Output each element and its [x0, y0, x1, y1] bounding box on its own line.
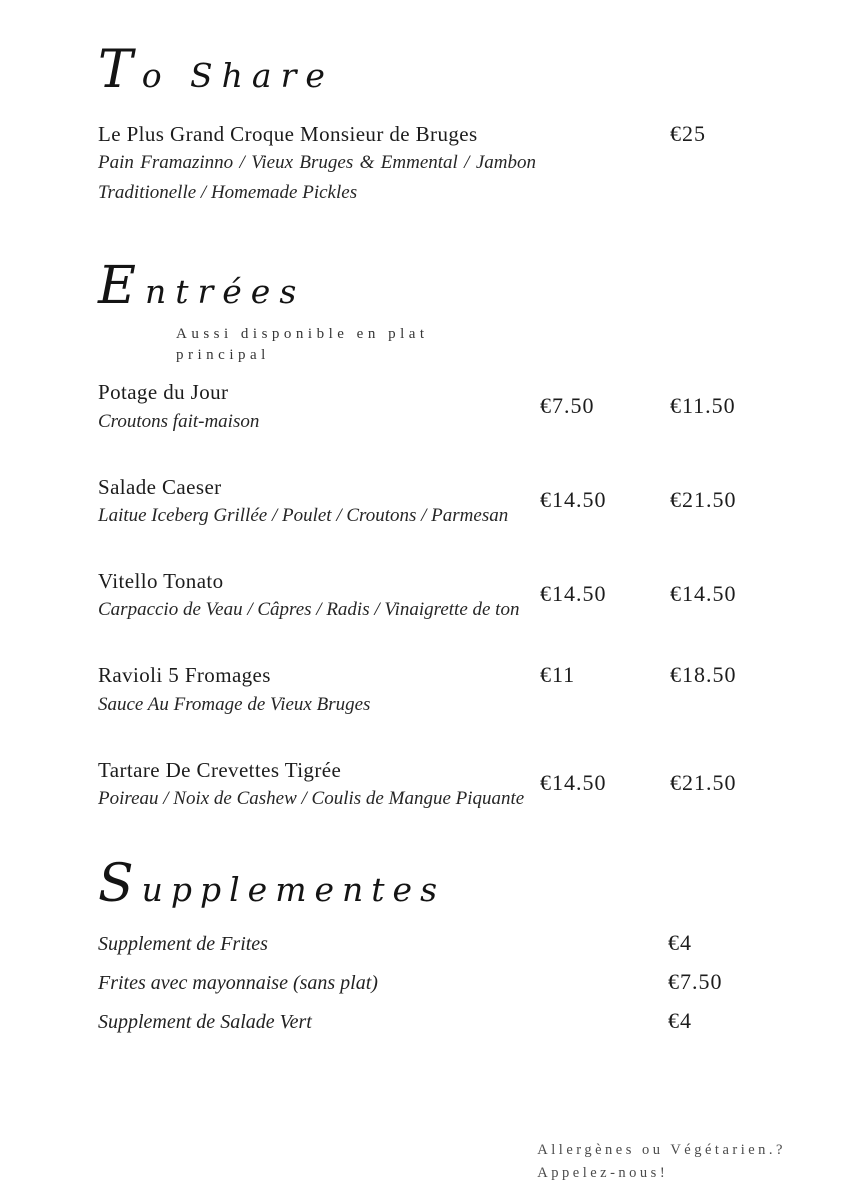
supplement-row-salade: [98, 1007, 848, 1037]
supplement-name: Frites avec mayonnaise (sans plat): [98, 972, 378, 995]
item-text: [98, 567, 540, 625]
allergen-footnote: [537, 1139, 786, 1184]
item-text: [98, 378, 540, 436]
item-name: Le Plus Grand Croque Monsieur de Bruges: [98, 122, 478, 146]
item-description: Carpaccio de Veau / Câpres / Radis / Vinaigrette de ton: [98, 599, 520, 621]
allergen-footnote-line1: Allergènes ou Végétarien.?: [537, 1142, 786, 1159]
supplement-name: Supplement de Frites: [98, 933, 268, 956]
menu-item-vitello: [98, 567, 848, 625]
item-price-entree: €14.50: [540, 581, 607, 607]
item-price: €25: [670, 121, 706, 146]
item-price-entree: €14.50: [540, 486, 607, 512]
item-description: Laitue Iceberg Grillée / Poulet / Croutons / Parmesan: [98, 505, 509, 527]
item-price-entree: €14.50: [540, 769, 607, 795]
menu-item-potage: [98, 378, 848, 436]
item-text: [98, 661, 540, 719]
item-description: Poireau / Noix de Cashew / Coulis de Mangue Piquante: [98, 788, 525, 810]
price-spacer: [540, 162, 670, 166]
item-price-principal: €11.50: [670, 392, 736, 418]
item-price-principal: €21.50: [670, 769, 737, 795]
supplement-price: €4: [668, 1008, 692, 1034]
item-name: Salade Caeser: [98, 474, 222, 499]
section-heading-to-share: To Share: [98, 40, 334, 100]
supplement-price: €7.50: [668, 969, 723, 995]
menu-item-tartare: [98, 756, 848, 814]
section-supplements: [98, 854, 848, 1037]
item-price-principal: €18.50: [670, 662, 737, 688]
item-text: [98, 756, 540, 814]
item-name: Potage du Jour: [98, 380, 229, 405]
item-price-principal: €14.50: [670, 581, 737, 607]
item-price-principal: €21.50: [670, 486, 737, 512]
section-note: Aussi disponible en plat principal: [176, 326, 429, 364]
allergen-footnote-line2: Appelez-nous!: [537, 1164, 669, 1181]
item-price-entree: €11: [540, 662, 576, 688]
supplement-price: €4: [668, 930, 692, 956]
item-description: Croutons fait-maison: [98, 410, 260, 432]
item-name: Vitello Tonato: [98, 569, 224, 594]
supplement-row-frites: [98, 929, 848, 959]
item-name: Ravioli 5 Fromages: [98, 663, 271, 688]
menu-item-croque: [98, 120, 848, 208]
menu-item-salade: [98, 473, 848, 531]
section-heading-entrees: Entrées: [98, 256, 306, 317]
item-text: [98, 120, 540, 208]
section-entrees: [98, 256, 848, 814]
item-description: Sauce Au Fromage de Vieux Bruges: [98, 693, 371, 715]
item-name: Tartare De Crevettes Tigrée: [98, 757, 342, 782]
item-text: [98, 473, 540, 531]
supplement-row-frites-mayo: [98, 968, 848, 998]
menu-item-ravioli: [98, 661, 848, 719]
supplement-name: Supplement de Salade Vert: [98, 1011, 312, 1034]
item-price-entree: €7.50: [540, 392, 595, 418]
section-heading-supplements: Supplementes: [98, 854, 446, 915]
section-to-share: [98, 40, 848, 208]
item-description: Pain Framazinno / Vieux Bruges & Emmental / Jambon Traditionelle / Homemade Pickles: [98, 152, 536, 204]
